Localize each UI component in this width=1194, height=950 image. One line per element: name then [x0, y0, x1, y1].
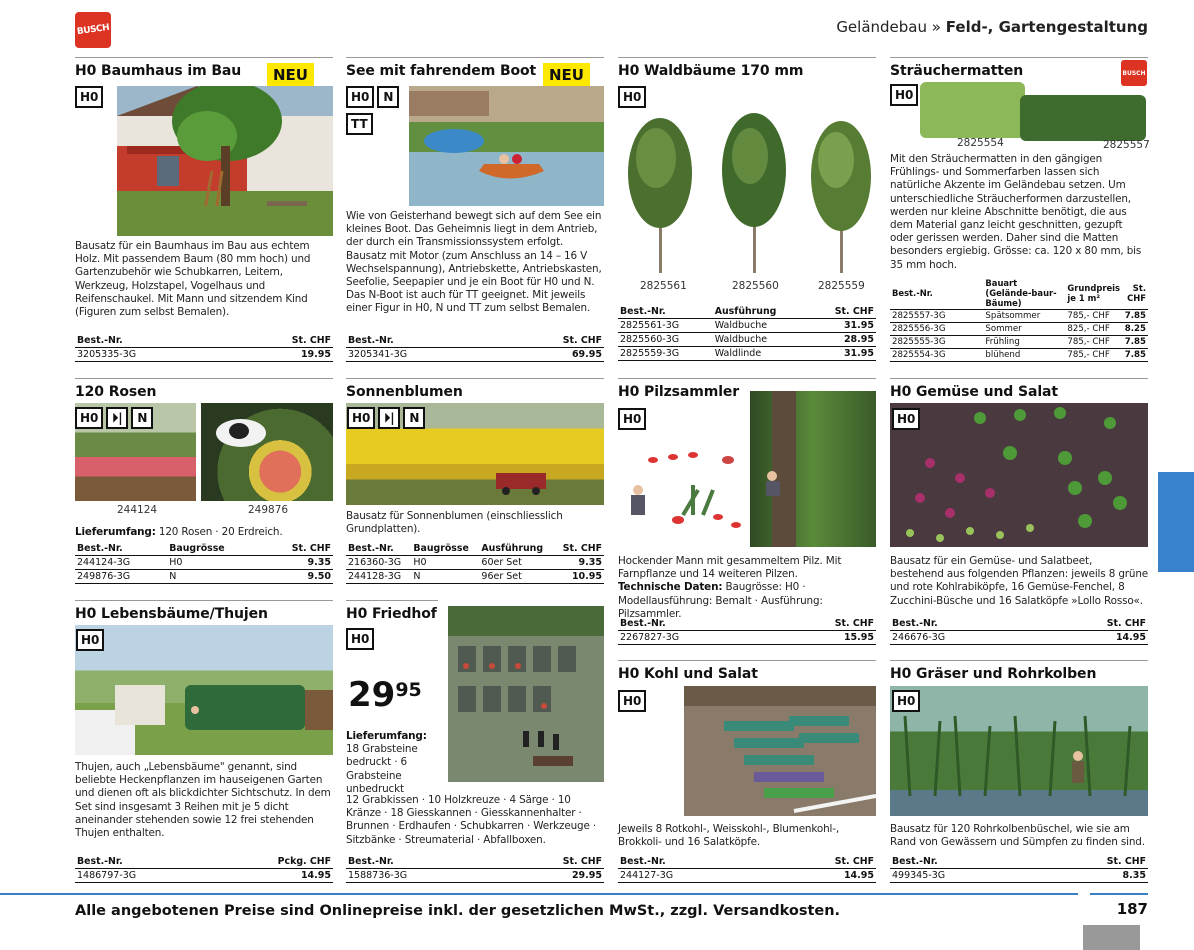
product-description: Hockender Mann mit gesammeltem Pilz. Mit Farnpflanze und 14 weiteren Pilzen. Technische Daten: Baugrösse: H0 · Modellausführung: Bemalt · Ausführung: Pilzsammler.: [618, 555, 842, 620]
table-row[interactable]: 2825557-3G Spätsommer 785,- CHF 7.85: [892, 311, 1146, 321]
product-image: [890, 403, 1148, 547]
gauge-badge: H0: [618, 86, 646, 108]
product-description: Bausatz für Sonnenblumen (einschliesslich Grundplatten).: [346, 510, 563, 536]
product-description: Bausatz für ein Baumhaus im Bau aus echtem Holz. Mit passendem Baum (80 mm hoch) und Gartenzubehör wie Schubkarren, Leitern, Werkzeug, Holzstapel, Vogelhaus und Reifenschaukel. Mit Mann und sitzendem Kind (Figuren zum selbst Bemalen).: [75, 240, 311, 319]
product-title: H0 Lebensbäume/Thujen: [75, 606, 268, 622]
product-waldbaeume: [618, 57, 876, 79]
product-description: Bausatz für 120 Rohrkolbenbüschel, wie sie am Rand von Gewässern und Sümpfen zu finden sind.: [890, 823, 1145, 849]
order-table: Best.-Nr. St. CHF 2267827-3G 15.95: [620, 618, 874, 643]
table-row[interactable]: 246676-3G 14.95: [892, 632, 1146, 643]
table-row[interactable]: 2825555-3G Frühling 785,- CHF 7.85: [892, 337, 1146, 347]
product-description: Jeweils 8 Rotkohl-, Weisskohl-, Blumenkohl-, Brokkoli- und 16 Salatköpfe.: [618, 823, 839, 849]
gauge-badges: [347, 407, 425, 429]
gauge-badges: [618, 408, 646, 430]
chapter-tab[interactable]: [1158, 472, 1194, 572]
order-table: Best.-Nr. Baugrösse St. CHF 244124-3G H0 9.35 249876-3G N 9.50: [77, 543, 331, 582]
footer-note: Alle angebotenen Preise sind Onlinepreise inkl. der gesetzlichen MwSt., zzgl. Versandkosten.: [75, 903, 841, 919]
gauge-badges: [618, 690, 646, 712]
table-row[interactable]: 2825561-3G Waldbuche 31.95: [620, 320, 874, 331]
order-table: Best.-Nr. St. CHF 244127-3G 14.95: [620, 856, 874, 881]
busch-logo: BUSCH: [75, 12, 111, 48]
product-description: Wie von Geisterhand bewegt sich auf dem See ein kleines Boot. Das Geheimnis liegt in dem Antrieb, der durch ein Transmissionssystem erfolgt. Bausatz mit Motor (zum Anschluss an 14 – 16 V Wechselspannung), Antriebskette, Antriebskasten, Seefolie, Seepapier und je ein Boot für H0 und N. Das N-Boot ist auch für TT geeignet. Mit jeweils einer Figur in H0, N und TT zum selbst Bemalen.: [346, 210, 602, 315]
product-title: See mit fahrendem Boot: [346, 63, 537, 79]
table-row[interactable]: 3205335-3G 19.95: [77, 349, 331, 360]
order-table: Best.-Nr. St. CHF 499345-3G 8.35: [892, 856, 1146, 881]
hedge-garden-illustration: [75, 625, 333, 755]
gauge-badge: H0: [618, 690, 646, 712]
table-row[interactable]: 2825560-3G Waldbuche 28.95: [620, 334, 874, 345]
gauge-badge: H0: [346, 628, 374, 650]
table-row[interactable]: 1588736-3G 29.95: [348, 870, 602, 881]
mushroom-figures-illustration: [618, 435, 748, 547]
gauge-badges: [346, 86, 399, 108]
product-image: [890, 686, 1148, 816]
image-label: 2825559: [818, 280, 865, 292]
page-corner-marker: [1083, 925, 1140, 950]
footer-divider: [0, 893, 1078, 895]
product-image: [750, 391, 876, 547]
product-image: [618, 435, 748, 547]
gauge-badge: TT: [346, 113, 373, 135]
product-rosen: [75, 378, 333, 400]
product-gemuese-salat: [890, 378, 1148, 400]
gauge-badges: [76, 629, 104, 651]
gauge-badge: H0: [890, 84, 918, 106]
gauge-badge: H0: [75, 86, 103, 108]
table-row[interactable]: 244128-3G N 96er Set 10.95: [348, 571, 602, 582]
cemetery-illustration: [448, 606, 604, 782]
product-image: [684, 686, 876, 816]
table-row[interactable]: 2267827-3G 15.95: [620, 632, 874, 643]
product-description: Thujen, auch „Lebensbäume" genannt, sind beliebte Heckenpflanzen im hauseigenen Garten und dienen oft als blickdichter Sichtschutz. In dem Set sind insgesamt 3 Reihen mit je 5 dicht aneinander stehenden sowie 12 frei stehenden Thujen enthalten.: [75, 761, 331, 840]
product-image: [618, 108, 876, 276]
vegetable-bed-illustration: [890, 403, 1148, 547]
delivery-scope: Lieferumfang: 18 Grabsteine bedruckt · 6 Grabsteine unbedruckt: [346, 730, 427, 795]
order-table: Best.-Nr. Ausführung St. CHF 2825561-3G Waldbuche 31.95 2825560-3G Waldbuche 28.95 2825559-3G Waldlinde 31.95: [620, 306, 874, 359]
product-thujen: [75, 600, 333, 622]
order-table: Best.-Nr. Pckg. CHF 1486797-3G 14.95: [77, 856, 331, 881]
product-title: H0 Kohl und Salat: [618, 666, 758, 682]
gauge-badge: H0: [346, 86, 374, 108]
product-image: [117, 86, 333, 236]
treehouse-illustration: [117, 86, 333, 236]
table-row[interactable]: 2825554-3G blühend 785,- CHF 7.85: [892, 350, 1146, 360]
order-table: Best.-Nr. Bauart (Gelände-baur-Bäume) Grundpreis je 1 m² St. CHF 2825557-3G Spätsommer 785,- CHF 7.85 2825556-3G Sommer 825,- CHF 8.25 2825555-3G Frühling 785,- CHF 7.85 2825554-3G blühend 785,- CHF 7.85: [892, 278, 1146, 360]
delivery-scope: Lieferumfang: 120 Rosen · 20 Erdreich.: [75, 526, 283, 538]
breadcrumb-category[interactable]: Geländebau: [836, 18, 928, 36]
table-row[interactable]: 3205341-3G 69.95: [348, 349, 602, 360]
trees-illustration: [618, 108, 876, 276]
product-sonnenblumen: [346, 378, 604, 400]
product-image: [448, 606, 604, 782]
gauge-badge: N: [377, 86, 399, 108]
gauge-badge: N: [131, 407, 153, 429]
gauge-badge: H0: [618, 408, 646, 430]
price-display: $29^{95}$: [348, 675, 422, 715]
order-table: Best.-Nr. St. CHF 1588736-3G 29.95: [348, 856, 602, 881]
table-row[interactable]: 499345-3G 8.35: [892, 870, 1146, 881]
product-image: [920, 82, 1025, 138]
gauge-badges: [346, 628, 374, 650]
order-table: Best.-Nr. St. CHF 3205341-3G 69.95: [348, 335, 602, 360]
order-table: Best.-Nr. St. CHF 3205335-3G 19.95: [77, 335, 331, 360]
gauge-badge: ⏵|: [378, 407, 400, 429]
table-row[interactable]: 1486797-3G 14.95: [77, 870, 331, 881]
table-row[interactable]: 2825556-3G Sommer 825,- CHF 8.25: [892, 324, 1146, 334]
product-title: H0 Pilzsammler: [618, 384, 740, 400]
gauge-badges: [892, 690, 920, 712]
reeds-illustration: [890, 686, 1148, 816]
gauge-badge: N: [403, 407, 425, 429]
footer-divider-short: [1090, 893, 1148, 895]
gauge-badge: H0: [75, 407, 103, 429]
table-row[interactable]: 2825559-3G Waldlinde 31.95: [620, 348, 874, 359]
product-image: [409, 86, 604, 206]
gauge-badge: H0: [892, 690, 920, 712]
product-kohl-salat: [618, 660, 876, 682]
product-title: Sonnenblumen: [346, 384, 463, 400]
gauge-badge: H0: [347, 407, 375, 429]
gauge-badge: ⏵|: [106, 407, 128, 429]
page-number: 187: [1116, 900, 1148, 918]
product-image: [1020, 95, 1146, 141]
product-straeuchermatten: [890, 57, 1148, 79]
busch-logo-small: BUSCH: [1121, 60, 1147, 86]
product-title: 120 Rosen: [75, 384, 157, 400]
lake-boat-illustration: [409, 86, 604, 206]
gauge-badges: [75, 86, 103, 108]
order-table: Best.-Nr. Baugrösse Ausführung St. CHF 216360-3G H0 60er Set 9.35 244128-3G N 96er Set 10.95: [348, 543, 602, 582]
product-description: Mit den Sträuchermatten in den gängigen Frühlings- und Sommerfarben lassen sich natürliche Akzente im Geländebau setzen. Um unterschiedliche Sträucherformen darzustellen, werden nur kleine Abschnitte benötigt, die aus dem Material ganz leicht geschnitten, gezupft oder gerissen werden. Daher sind die Matten besonders ergiebig. Grösse: ca. 120 x 80 mm, bis 35 mm hoch.: [890, 153, 1142, 271]
gauge-badges: [75, 407, 153, 429]
product-title: H0 Waldbäume 170 mm: [618, 63, 804, 79]
image-label: 2825557: [1103, 139, 1150, 151]
table-row[interactable]: 244124-3G H0 9.35: [77, 557, 331, 568]
product-title: H0 Gemüse und Salat: [890, 384, 1058, 400]
gauge-badge: H0: [892, 408, 920, 430]
product-title: H0 Friedhof: [346, 606, 437, 622]
delivery-scope-continued: 12 Grabkissen · 10 Holzkreuze · 4 Särge · 10 Kränze · 18 Giesskannen · Giesskannenhalter · Brunnen · Erdhaufen · Schubkarren · Werkzeuge · Sitzbänke · Streumaterial · Abfallboxen.: [346, 794, 596, 846]
breadcrumb-separator: »: [931, 18, 941, 36]
breadcrumb: [836, 18, 1148, 36]
breadcrumb-current: Feld-, Gartengestaltung: [945, 18, 1148, 36]
product-friedhof: [346, 600, 438, 622]
product-description: Bausatz für ein Gemüse- und Salatbeet, bestehend aus folgenden Pflanzen: jeweils 8 grüne und rote Kohlrabiköpfe, 16 Gemüse-Fenchel, 8 Zucchini-Büsche und 16 Salatköpfe »Lollo Rosso«.: [890, 555, 1149, 607]
image-label: 2825561: [640, 280, 687, 292]
gauge-badges: [618, 86, 646, 108]
table-row[interactable]: 216360-3G H0 60er Set 9.35: [348, 557, 602, 568]
product-image: [201, 403, 333, 501]
product-title: H0 Gräser und Rohrkolben: [890, 666, 1097, 682]
gauge-badge: H0: [76, 629, 104, 651]
gauge-badges: [346, 113, 373, 135]
image-label: 2825554: [957, 137, 1004, 149]
product-title: Sträuchermatten: [890, 63, 1024, 79]
table-row[interactable]: 249876-3G N 9.50: [77, 571, 331, 582]
forest-scene-illustration: [750, 391, 876, 547]
gauge-badges: [892, 408, 920, 430]
product-image: [75, 625, 333, 755]
table-row[interactable]: 244127-3G 14.95: [620, 870, 874, 881]
image-label: 244124: [117, 504, 158, 516]
product-title: H0 Baumhaus im Bau: [75, 63, 242, 79]
product-graeser-rohrkolben: [890, 660, 1148, 682]
image-label: 2825560: [732, 280, 779, 292]
new-badge: NEU: [543, 63, 590, 87]
order-table: Best.-Nr. St. CHF 246676-3G 14.95: [892, 618, 1146, 643]
cow-illustration: [201, 403, 333, 501]
cabbage-beds-illustration: [684, 686, 876, 816]
gauge-badges: [890, 84, 918, 106]
image-label: 249876: [248, 504, 289, 516]
new-badge: NEU: [267, 63, 314, 87]
